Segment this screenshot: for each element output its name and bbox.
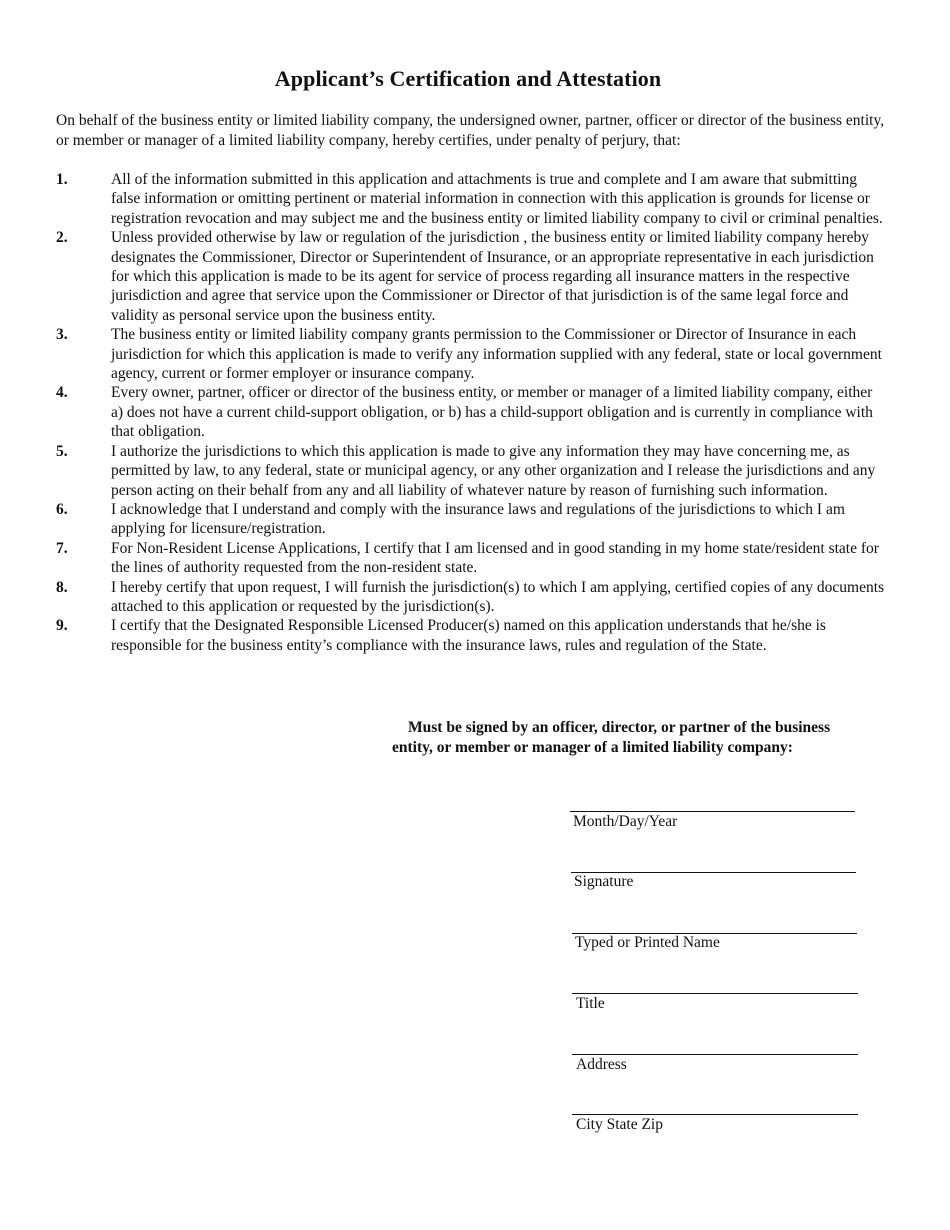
item-text: I authorize the jurisdictions to which this application is made to give any information they may have concerning me, as permitted by law, to any federal, state or municipal agency, or any other organization and I release the jurisdictions and any person acting on their behalf from any and all liability of whatever nature by reason of furnishing such information.	[111, 442, 876, 499]
certification-item-6	[56, 500, 886, 539]
item-number: 5.	[56, 442, 68, 460]
certification-item-9	[56, 616, 886, 655]
item-number: 6.	[56, 500, 68, 518]
intro-paragraph: On behalf of the business entity or limited liability company, the undersigned owner, partner, officer or director of the business entity, or member or manager of a limited liability company, hereby certifies, under penalty of perjury, that:	[56, 112, 885, 149]
item-number: 9.	[56, 617, 68, 635]
city-state-zip-field-label: City State Zip	[576, 1116, 663, 1133]
certification-item-1	[56, 170, 886, 228]
certification-item-3	[56, 325, 886, 383]
certification-list	[56, 170, 886, 655]
certification-item-4	[56, 383, 886, 441]
item-number: 4.	[56, 384, 68, 402]
certification-item-5	[56, 442, 886, 500]
signature-instruction	[392, 718, 872, 757]
date-field-label: Month/Day/Year	[573, 813, 678, 830]
title-field-line[interactable]	[572, 993, 858, 994]
printed-name-field-label: Typed or Printed Name	[575, 934, 720, 951]
item-number: 8.	[56, 578, 68, 596]
item-number: 7.	[56, 539, 68, 557]
item-text: All of the information submitted in this application and attachments is true and complete and I am aware that submitting false information or omitting pertinent or material information in connection with this application is grounds for license or registration revocation and may subject me and the business entity or limited liability company to civil or criminal penalties.	[111, 171, 883, 227]
item-number: 1.	[56, 171, 68, 188]
item-number: 3.	[56, 326, 68, 344]
title-field-label: Title	[576, 995, 605, 1012]
item-text: The business entity or limited liability company grants permission to the Commissioner or Director of Insurance in each jurisdiction for which this application is made to verify any information supplied with any federal, state or local government agency, current or former employer or insurance company.	[111, 326, 882, 383]
item-text: Unless provided otherwise by law or regulation of the jurisdiction , the business entity or limited liability company hereby designates the Commissioner, Director or Superintendent of Insurance, or an appropriate representative in each jurisdiction for which this application is made to be its agent for service of process regarding all insurance matters in the respective jurisdiction and agree that service upon the Commissioner or Director of that jurisdiction is of the same legal force and validity as personal service upon the business entity.	[111, 229, 874, 324]
certification-item-8	[56, 578, 886, 617]
certification-item-7	[56, 539, 886, 578]
address-field-label: Address	[576, 1056, 627, 1073]
page-title: Applicant’s Certification and Attestation	[274, 66, 662, 91]
item-text: I certify that the Designated Responsible Licensed Producer(s) named on this application understands that he/she is responsible for the business entity’s compliance with the insurance laws, rules and regulation of the State.	[111, 617, 826, 654]
item-text: I acknowledge that I understand and comply with the insurance laws and regulations of the jurisdictions to which I am applying for licensure/registration.	[111, 500, 845, 538]
certification-item-2	[56, 228, 886, 325]
item-number: 2.	[56, 229, 68, 247]
item-text: For Non-Resident License Applications, I certify that I am licensed and in good standing in my home state/resident state for the lines of authority requested from the non-resident state.	[111, 539, 879, 577]
signature-instruction-text: Must be signed by an officer, director, or partner of the business entity, or member or manager of a limited liability company:	[392, 719, 831, 756]
item-text: I hereby certify that upon request, I will furnish the jurisdiction(s) to which I am applying, certified copies of any documents attached to this application or requested by the jurisdiction(s).	[111, 578, 885, 615]
item-text: Every owner, partner, officer or director of the business entity, or member or manager of a limited liability company, either a) does not have a current child-support obligation, or b) has a child-support obligation and is currently in compliance with that obligation.	[111, 384, 873, 441]
signature-field-label: Signature	[574, 873, 634, 890]
